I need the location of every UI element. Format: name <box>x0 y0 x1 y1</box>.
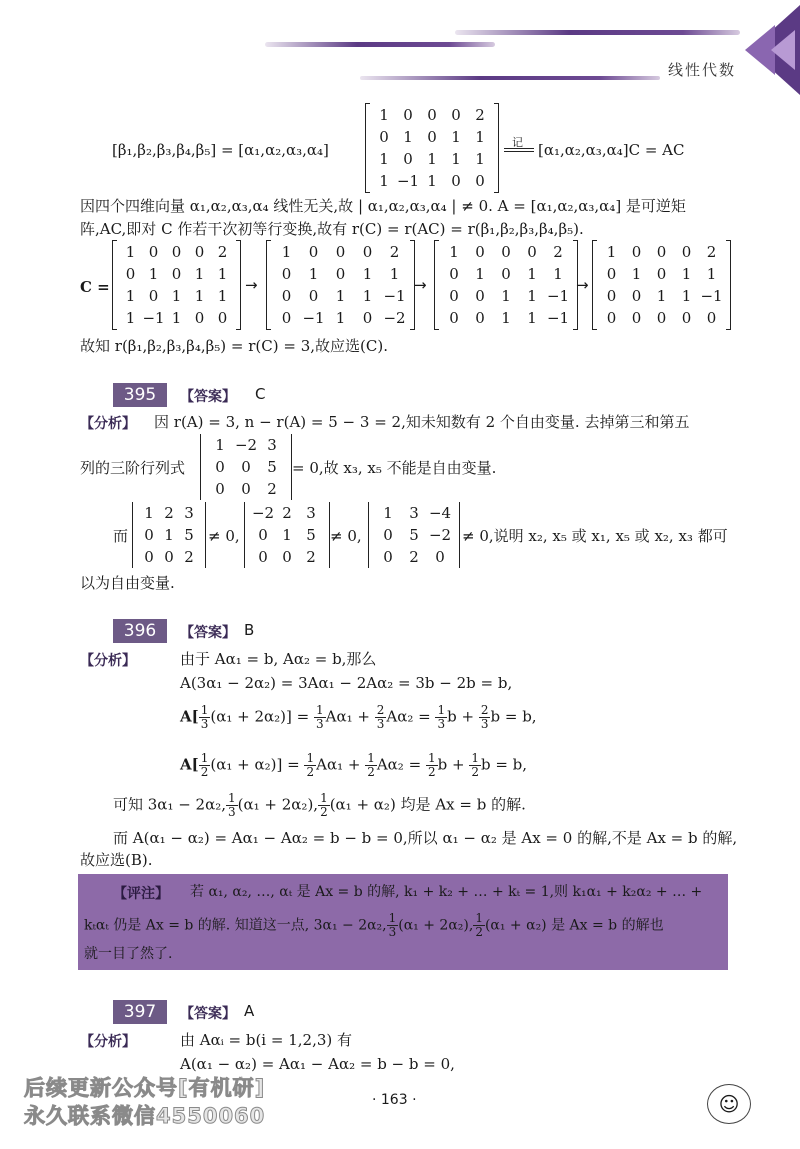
matrix-entry: 0 <box>171 265 182 283</box>
matrix-entry: 1 <box>681 287 692 305</box>
det-entry: 2 <box>267 480 277 498</box>
frac-1-2: $\frac{1}{2}$ <box>475 911 483 939</box>
note-line2 <box>84 912 664 939</box>
det-entry: 3 <box>306 504 316 522</box>
matrix-entry: 0 <box>606 287 617 305</box>
eq-top-ji-label: 记 <box>512 136 523 149</box>
det-entry: 3 <box>267 436 277 454</box>
matrix-entry: 1 <box>449 243 459 261</box>
matrix-entry: 1 <box>125 243 136 261</box>
p395-line2-post: = 0,故 x₃, x₅ 不能是自由变量. <box>292 459 497 477</box>
watermark-line-2: 永久联系微信4550060 <box>24 1104 266 1128</box>
note-l2-b: (α₁ + 2α₂), <box>398 917 474 934</box>
det-entry: 5 <box>409 526 419 544</box>
matrix-entry: −1 <box>302 309 325 327</box>
p396-l4-a: A[ <box>180 755 199 774</box>
matrix-entry: 2 <box>475 106 485 124</box>
p395-neq-last: ≠ 0,说明 x₂, x₅ 或 x₁, x₅ 或 x₂, x₃ 都可 <box>462 527 728 545</box>
det-entry: 2 <box>306 548 316 566</box>
reduction-arrow-2: → <box>414 276 427 294</box>
matrix-entry: 0 <box>451 172 461 190</box>
matrix-entry: 1 <box>194 265 205 283</box>
matrix-entry: 1 <box>379 172 389 190</box>
p395-neq-1: ≠ 0, <box>208 527 240 545</box>
matrix-entry: 0 <box>194 309 205 327</box>
header-corner-arrow-icon <box>735 5 800 95</box>
matrix-entry: 0 <box>527 243 537 261</box>
matrix-entry: 1 <box>281 243 292 261</box>
matrix-entry: 1 <box>148 265 159 283</box>
matrix-entry: 1 <box>451 150 461 168</box>
note-l2-a: kₜαₜ 仍是 Ax = b 的解. 知道这一点, 3α₁ − 2α₂, <box>84 917 387 934</box>
note-l2-c: (α₁ + α₂) 是 Ax = b 的解也 <box>484 917 664 934</box>
p395-er: 而 <box>113 527 129 545</box>
matrix-entry: 1 <box>171 287 182 305</box>
matrix-entry: 0 <box>379 128 389 146</box>
p397-line2: A(α₁ − α₂) = Aα₁ − Aα₂ = b − b = 0, <box>180 1055 455 1073</box>
det-entry: 0 <box>144 548 154 566</box>
matrix-entry: 0 <box>501 265 511 283</box>
matrix-entry: 1 <box>527 287 537 305</box>
header-decor-bar-1 <box>265 42 495 47</box>
matrix-entry: 1 <box>194 287 205 305</box>
eq-top-matrix <box>365 104 499 192</box>
matrix-entry: −1 <box>396 172 420 190</box>
frac-1-2: $\frac{1}{2}$ <box>471 751 479 779</box>
det-entry: 3 <box>409 504 419 522</box>
matrix-entry: 0 <box>656 265 667 283</box>
matrix-entry: 1 <box>171 309 182 327</box>
matrix-entry: 1 <box>125 309 136 327</box>
det-entry: 5 <box>184 526 194 544</box>
matrix-entry: 0 <box>281 265 292 283</box>
matrix-entry: 1 <box>475 150 485 168</box>
matrix-entry: 1 <box>403 128 413 146</box>
page-number: · 163 · <box>372 1092 417 1108</box>
matrix-entry: 0 <box>148 287 159 305</box>
matrix-entry: 1 <box>362 287 373 305</box>
matrix-entry: 1 <box>379 150 389 168</box>
det-entry: 0 <box>383 526 393 544</box>
matrix-entry: 2 <box>706 243 717 261</box>
det-entry: 1 <box>383 504 393 522</box>
matrix-entry: 0 <box>281 309 292 327</box>
frac-1-3: $\frac{1}{3}$ <box>388 911 397 939</box>
det-entry: 5 <box>306 526 316 544</box>
reduction-matrix-1 <box>112 241 241 329</box>
det-entry: 5 <box>267 458 277 476</box>
matrix-entry: 1 <box>553 265 563 283</box>
matrix-entry: 1 <box>362 265 373 283</box>
det-entry: 0 <box>215 458 225 476</box>
matrix-entry: 1 <box>631 265 642 283</box>
det-entry: 2 <box>409 548 419 566</box>
matrix-entry: 2 <box>217 243 228 261</box>
frac-1-2: $\frac{1}{2}$ <box>200 751 209 779</box>
problem-396-badge: 396 <box>113 619 167 643</box>
matrix-entry: −2 <box>383 309 406 327</box>
matrix-entry: 0 <box>335 243 346 261</box>
matrix-entry: 1 <box>527 265 537 283</box>
det-entry: 0 <box>144 526 154 544</box>
matrix-entry: 0 <box>427 106 437 124</box>
matrix-entry: 2 <box>553 243 563 261</box>
p397-line1: 由 Aαᵢ = b(i = 1,2,3) 有 <box>180 1031 352 1049</box>
p396-line6: 而 A(α₁ − α₂) = Aα₁ − Aα₂ = b − b = 0,所以 α₁ − α₂ 是 Ax = 0 的解,不是 Ax = b 的解, <box>113 829 738 847</box>
p396-l3-c: Aα₁ + <box>325 707 370 726</box>
p396-l4-b: (α₁ + α₂)] = <box>210 755 300 774</box>
matrix-entry: 0 <box>171 243 182 261</box>
p396-l3-f: b = b, <box>490 707 537 726</box>
reduction-matrix-4 <box>592 241 731 329</box>
problem-395-badge: 395 <box>113 383 167 407</box>
header-decor-bar-2 <box>455 30 740 35</box>
matrix-entry: 0 <box>451 106 461 124</box>
matrix-entry: 1 <box>335 309 346 327</box>
conclusion-1: 故知 r(β₁,β₂,β₃,β₄,β₅) = r(C) = 3,故应选(C). <box>80 337 388 355</box>
matrix-entry: 0 <box>606 309 617 327</box>
det-entry: 0 <box>258 548 268 566</box>
matrix-entry: 0 <box>427 128 437 146</box>
p396-l3-b: (α₁ + 2α₂)] = <box>210 707 310 726</box>
p396-answer-tag: 【答案】 <box>180 625 236 641</box>
matrix-entry: 1 <box>656 287 667 305</box>
p395-det-3 <box>244 502 330 568</box>
matrix-entry: 0 <box>449 309 459 327</box>
p396-l5-a: 可知 3α₁ − 2α₂, <box>113 795 227 814</box>
reduction-matrix-3 <box>434 241 578 329</box>
p396-line4 <box>180 752 527 779</box>
matrix-entry: 0 <box>631 309 642 327</box>
p395-line4: 以为自由变量. <box>80 574 175 592</box>
matrix-entry: 0 <box>606 265 617 283</box>
det-entry: 1 <box>164 526 174 544</box>
p396-line1: 由于 Aα₁ = b, Aα₂ = b,那么 <box>180 650 377 668</box>
matrix-entry: 1 <box>501 309 511 327</box>
eq-top-rhs: [α₁,α₂,α₃,α₄]C = AC <box>538 141 685 159</box>
p396-line3 <box>180 704 537 731</box>
matrix-entry: 1 <box>681 265 692 283</box>
p396-l5-b: (α₁ + 2α₂), <box>237 795 319 814</box>
p396-l4-f: b = b, <box>480 755 528 774</box>
p396-l4-e: b + <box>437 755 465 774</box>
det-entry: 0 <box>215 480 225 498</box>
matrix-entry: 1 <box>427 150 437 168</box>
p396-l3-d: Aα₂ = <box>386 707 431 726</box>
note-line1: 若 α₁, α₂, …, αₜ 是 Ax = b 的解, k₁ + k₂ + … + kₜ = 1,则 k₁α₁ + k₂α₂ + … + <box>190 884 703 900</box>
p397-analysis-tag: 【分析】 <box>80 1034 136 1050</box>
matrix-entry: 0 <box>125 265 136 283</box>
det-entry: 0 <box>164 548 174 566</box>
reduction-arrow-1: → <box>245 276 258 294</box>
matrix-entry: −1 <box>700 287 723 305</box>
matrix-entry: 0 <box>308 287 319 305</box>
matrix-entry: 0 <box>403 150 413 168</box>
matrix-entry: 0 <box>656 309 667 327</box>
matrix-entry: 0 <box>631 287 642 305</box>
eq-top-lhs: [β₁,β₂,β₃,β₄,β₅] = [α₁,α₂,α₃,α₄] <box>112 141 329 159</box>
matrix-entry: 1 <box>451 128 461 146</box>
matrix-entry: 0 <box>449 265 459 283</box>
matrix-entry: 1 <box>427 172 437 190</box>
p396-l4-c: Aα₁ + <box>316 755 361 774</box>
det-entry: 0 <box>282 548 292 566</box>
matrix-entry: 0 <box>681 309 692 327</box>
frac-2-3: $\frac{2}{3}$ <box>480 703 489 731</box>
matrix-entry: 0 <box>335 265 346 283</box>
matrix-entry: 0 <box>475 243 485 261</box>
frac-1-2: $\frac{1}{2}$ <box>367 751 375 779</box>
matrix-entry: 1 <box>379 106 389 124</box>
det-entry: −2 <box>251 504 275 522</box>
p396-l3-a: A[ <box>180 707 199 726</box>
frac-1-3: $\frac{1}{3}$ <box>437 703 446 731</box>
p395-answer: C <box>255 385 266 403</box>
p396-line7: 故应选(B). <box>80 851 153 869</box>
det-entry: 3 <box>184 504 194 522</box>
matrix-entry: 0 <box>475 309 485 327</box>
p396-l5-c: (α₁ + α₂) 均是 Ax = b 的解. <box>329 795 526 814</box>
matrix-entry: 0 <box>308 243 319 261</box>
matrix-entry: −1 <box>546 287 570 305</box>
reduction-c-label: C = <box>80 278 110 296</box>
det-entry: 2 <box>184 548 194 566</box>
matrix-entry: 0 <box>194 243 205 261</box>
p397-answer: A <box>244 1002 255 1020</box>
p395-answer-tag: 【答案】 <box>180 389 236 405</box>
det-entry: −4 <box>428 504 452 522</box>
problem-397-badge: 397 <box>113 1000 167 1024</box>
matrix-entry: 0 <box>475 287 485 305</box>
matrix-entry: 0 <box>656 243 667 261</box>
para1-line2: 阵,AC,即对 C 作若干次初等行变换,故有 r(C) = r(AC) = r(β₁,β₂,β₃,β₄,β₅). <box>80 220 584 238</box>
matrix-entry: 1 <box>475 128 485 146</box>
p395-neq-2: ≠ 0, <box>330 527 362 545</box>
matrix-entry: 0 <box>217 309 228 327</box>
matrix-entry: 1 <box>527 309 537 327</box>
matrix-entry: 1 <box>606 243 617 261</box>
reduction-matrix-2 <box>266 241 415 329</box>
reduction-arrow-3: → <box>576 276 589 294</box>
smiley-face-icon: ☺ <box>707 1084 751 1124</box>
frac-1-2: $\frac{1}{2}$ <box>306 751 315 779</box>
matrix-entry: 1 <box>475 265 485 283</box>
matrix-entry: 0 <box>148 243 159 261</box>
p396-line5 <box>113 792 526 819</box>
matrix-entry: 0 <box>449 287 459 305</box>
matrix-entry: −1 <box>546 309 570 327</box>
matrix-entry: 1 <box>389 265 400 283</box>
p396-analysis-tag: 【分析】 <box>80 653 136 669</box>
eq-top-ji-line <box>504 148 534 152</box>
frac-1-2: $\frac{1}{2}$ <box>427 751 436 779</box>
p395-det-1 <box>200 434 292 500</box>
frac-1-2: $\frac{1}{2}$ <box>320 791 328 819</box>
matrix-entry: −1 <box>142 309 165 327</box>
det-entry: 1 <box>215 436 225 454</box>
det-entry: 1 <box>282 526 292 544</box>
p395-line2-pre: 列的三阶行列式 <box>80 459 186 477</box>
header-title: 线性代数 <box>668 61 737 79</box>
matrix-entry: 1 <box>308 265 319 283</box>
p395-det-4 <box>368 502 460 568</box>
det-entry: 0 <box>383 548 393 566</box>
matrix-entry: 2 <box>389 243 400 261</box>
frac-1-3: $\frac{1}{3}$ <box>228 791 236 819</box>
det-entry: 0 <box>241 458 251 476</box>
matrix-entry: 1 <box>217 265 228 283</box>
frac-1-3: $\frac{1}{3}$ <box>200 703 209 731</box>
p397-answer-tag: 【答案】 <box>180 1006 236 1022</box>
matrix-entry: 0 <box>362 309 373 327</box>
p395-analysis-tag: 【分析】 <box>80 416 136 432</box>
p395-det-2 <box>132 502 206 568</box>
frac-2-3: $\frac{2}{3}$ <box>376 703 385 731</box>
matrix-entry: 1 <box>217 287 228 305</box>
matrix-entry: 1 <box>335 287 346 305</box>
matrix-entry: 0 <box>403 106 413 124</box>
note-line3: 就一目了然了. <box>84 946 173 962</box>
matrix-entry: 0 <box>631 243 642 261</box>
matrix-entry: 0 <box>475 172 485 190</box>
det-entry: −2 <box>428 526 452 544</box>
p395-line1: 因 r(A) = 3, n − r(A) = 5 − 3 = 2,知未知数有 2 个自由变量. 去掉第三和第五 <box>154 413 690 431</box>
det-entry: 2 <box>282 504 292 522</box>
matrix-entry: 0 <box>362 243 373 261</box>
p396-l3-e: b + <box>447 707 475 726</box>
det-entry: 0 <box>258 526 268 544</box>
matrix-entry: 0 <box>501 243 511 261</box>
matrix-entry: 0 <box>706 309 717 327</box>
watermark-line-1: 后续更新公众号[有机研] <box>24 1076 266 1100</box>
p396-line2: A(3α₁ − 2α₂) = 3Aα₁ − 2Aα₂ = 3b − 2b = b, <box>180 674 513 692</box>
para1-line1: 因四个四维向量 α₁,α₂,α₃,α₄ 线性无关,故 | α₁,α₂,α₃,α₄ | ≠ 0. A = [α₁,α₂,α₃,α₄] 是可逆矩 <box>80 197 686 215</box>
det-entry: 2 <box>164 504 174 522</box>
det-entry: 1 <box>144 504 154 522</box>
p396-l4-d: Aα₂ = <box>376 755 422 774</box>
det-entry: −2 <box>234 436 258 454</box>
matrix-entry: 1 <box>501 287 511 305</box>
matrix-entry: 0 <box>681 243 692 261</box>
matrix-entry: 0 <box>281 287 292 305</box>
matrix-entry: 1 <box>125 287 136 305</box>
header-decor-bar-3 <box>360 76 660 80</box>
matrix-entry: 1 <box>706 265 717 283</box>
note-tag: 【评注】 <box>113 886 169 902</box>
frac-1-3: $\frac{1}{3}$ <box>316 703 324 731</box>
det-entry: 0 <box>435 548 445 566</box>
matrix-entry: −1 <box>383 287 406 305</box>
p396-answer: B <box>244 621 255 639</box>
det-entry: 0 <box>241 480 251 498</box>
